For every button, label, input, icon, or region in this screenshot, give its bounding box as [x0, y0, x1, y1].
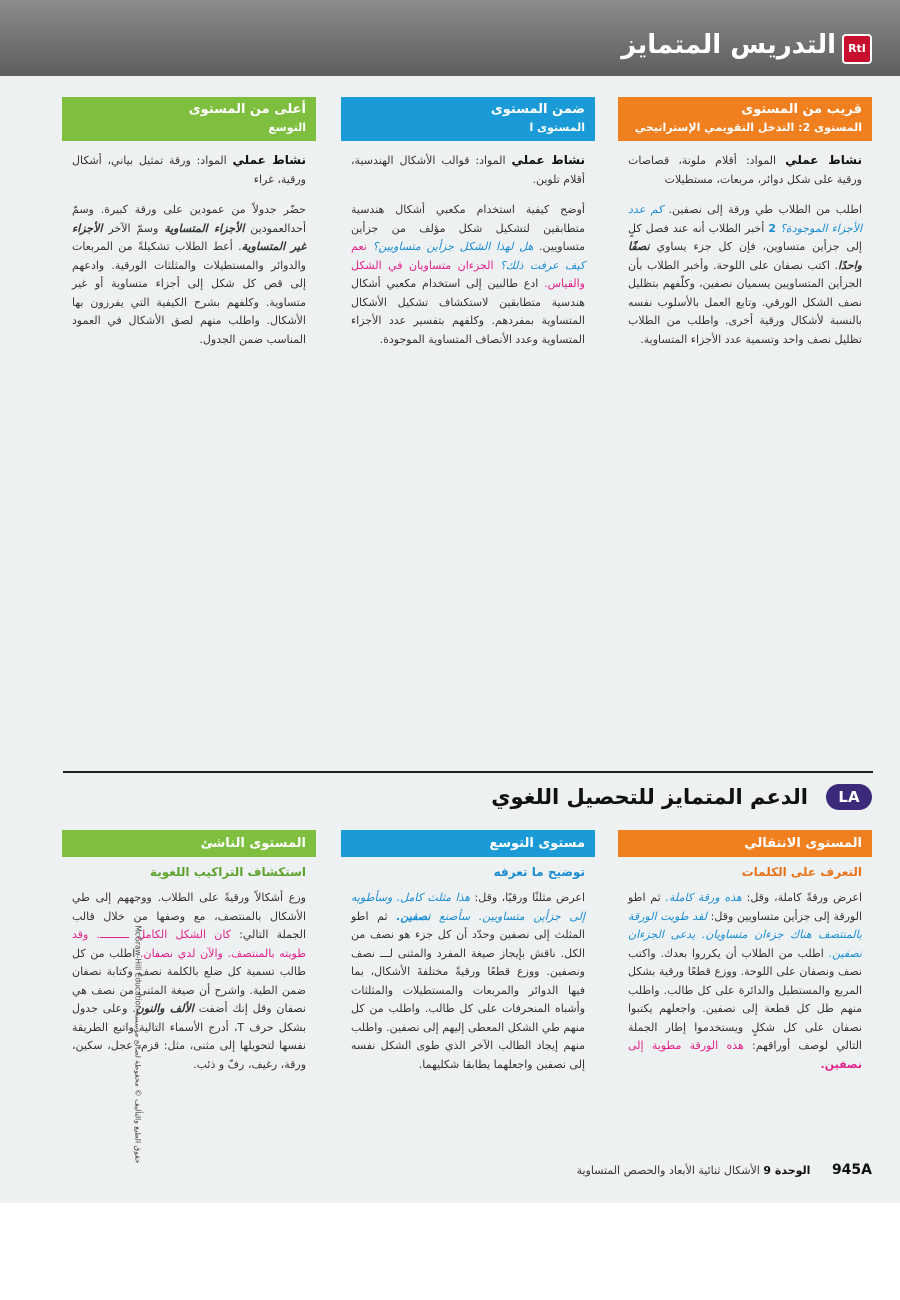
activity-label: نشاط عملي — [785, 153, 862, 167]
sentence-frame-term: نصفين. — [820, 1057, 862, 1071]
tier-approaching — [618, 97, 872, 361]
emphasis-term: الألف والنون — [135, 1002, 194, 1015]
materials-paragraph — [351, 151, 585, 189]
la-col-heading: المستوى الناشئ — [62, 830, 316, 857]
page-number: 945A — [831, 1162, 872, 1178]
tier-beyond-level-body — [62, 141, 316, 349]
section-divider — [63, 771, 873, 773]
activity-label: نشاط عملي — [232, 153, 306, 167]
text-run: اطلب من كل طالب تسمية كل ضلع بالكلمة نصف وكتابة نصفان ضمن الطية. واشرح أن صيغة المثنى من نصف هي نصفان وقل إنك أضفت — [72, 946, 306, 1015]
la-col-body — [618, 879, 872, 1074]
text-run: أخبر الطلاب أنه عند فصل كلٍ إلى جزأين متساوين، فإن كل جزء يساوي — [628, 221, 862, 253]
la-col-body — [62, 879, 316, 1074]
student-answer: نعم — [351, 240, 367, 253]
la-col-body — [341, 879, 595, 1074]
tier-on-level — [341, 97, 595, 361]
la-col-heading: المستوى الانتقالي — [618, 830, 872, 857]
blank-margin — [0, 1203, 900, 1300]
emphasis-term: نصفًا واحدًا — [628, 240, 862, 272]
materials-text: المواد: ورقة تمثيل بياني، أشكال ورقية، غراء — [72, 154, 306, 186]
instruction-paragraph — [628, 201, 862, 349]
answer-number: 2 — [768, 221, 777, 235]
text-run: . أعط الطلاب تشكيلةً من المربعات والدوائر والمستطيلات والمثلثات الورقية. وادعهم إلى قص كل شكل إلى أجزاء متساوية أو غير متساوية. وكلفهم بشرح الكيفية التي يفرزون بها الأشكال. واطلب منهم لصق الأشكال في العمود المناسب ضمن الجدول. — [72, 240, 306, 346]
text-run: . وعلى جدول بشكل حرف T، أدرج الأسماء التالية واتبع الطريقة نفسها لتحويلها إلى مثنى، مثل: قزم، عجل، سكين، ورقة، رغيف، رفّ و ذئب. — [72, 1002, 307, 1071]
sentence-frame: كان الشكل الكامل ـــــــــ. وقد طويته بالمنتصف. والآن لدي نصفان. — [72, 928, 306, 960]
instruction-paragraph — [351, 201, 585, 349]
text-run: اطلب من الطلاب طي ورقة إلى نصفين. — [668, 203, 863, 216]
la-col-subheading: توضيح ما تعرفه — [493, 865, 585, 879]
la-col-heading: مستوى التوسع — [341, 830, 595, 857]
unit-label: الوحدة 9 — [763, 1164, 811, 1177]
teacher-script-term: نصفين. — [396, 909, 431, 923]
la-paragraph — [351, 889, 585, 1074]
tier-subheading: التوسع — [268, 121, 306, 134]
teacher-question: كيف عرفت ذلك؟ — [500, 258, 585, 272]
tier-heading: قريب من المستوى — [741, 102, 862, 117]
sentence-frame: هذه الورقة مطوية إلى — [628, 1039, 744, 1052]
tier-subheading: المستوى 2: التدخل التقويمي الإستراتيجي — [634, 121, 862, 134]
la-transitional — [618, 830, 872, 1086]
text-run: اطلب من الطلاب أن يكرروا بعدك. واكتب نصف ونصفان على اللوحة. ووزع قطعًا ورقية بشكل المربع والمستطيل والدائرة على كل طالب. واطلب منهم طل كل قطعة إلى نصفين. واجعلهم يكتبوا نصفان على كل شكلٍ ويستخدموا إطار الجملة التالي لوصف أوراقهم: — [628, 946, 862, 1052]
student-answer: الجزءان متساويان في الشكل والقياس. — [351, 258, 585, 290]
tier-on-level-body — [341, 141, 595, 349]
teacher-script: هذه ورقة كاملة. — [665, 891, 742, 904]
tier-subheading: المستوى ا — [529, 121, 585, 134]
tier-beyond-level-header — [62, 97, 316, 141]
text-run: اعرض مثلثًا ورقيًا، وقل: — [474, 891, 586, 904]
la-expanding — [341, 830, 595, 1086]
teacher-script: لقد طويت الورقة بالمنتصف هناك جزءان متساويان. يدعى الجزءان نصفين. — [628, 909, 862, 960]
text-run: ادع طالبين إلى استخدام مكعبي أشكال هندسية متطابقين لاستكشاف تشكيل الأشكال المتساوية بمفردهم. وكلفهم بتفسير عدد الأجزاء المتساوية وعدد الأنصاف المتساوية الموجودة. — [351, 277, 585, 346]
activity-label: نشاط عملي — [511, 153, 585, 167]
materials-text: المواد: أقلام ملونة، قصاصات ورقية على شكل دوائر، مربعات، مستطيلات — [628, 154, 862, 186]
la-paragraph — [628, 889, 862, 1074]
tier-heading: ضمن المستوى — [490, 102, 585, 117]
emphasis-term: الأجزاء المتساوية — [164, 221, 245, 235]
tier-on-level-header — [341, 97, 595, 141]
la-paragraph — [72, 889, 306, 1074]
tier-beyond-level — [62, 97, 316, 361]
teacher-question: هل لهذا الشكل جزأين متساويين؟ — [372, 240, 534, 253]
la-badge: LA — [826, 784, 872, 810]
tier-heading: أعلى من المستوى — [188, 102, 306, 117]
text-run: أوضح كيفية استخدام مكعبي أشكال هندسية متطابقين لتشكيل شكل مؤلف من جزأين متساويين. — [351, 203, 585, 253]
materials-paragraph — [72, 151, 306, 189]
rti-badge: RtI — [842, 34, 872, 64]
teacher-question: كم عدد الأجزاء الموجودة؟ — [628, 203, 863, 235]
la-emerging — [62, 830, 316, 1086]
copyright-notice: حقوق الطبع والتأليف © محفوظة لصالح مؤسسة McGraw-Hill Education — [133, 925, 143, 1164]
text-run: وزع أشكالاً ورقيةً على الطلاب. ووجههم إلى طي الأشكال بالمنتصف، مع وصفها من خلال قالب الجملة التالي: — [72, 891, 306, 941]
unit-title: الأشكال ثنائية الأبعاد والحصص المتساوية — [576, 1164, 760, 1177]
text-run: اعرض ورقةً كاملة، وقل: — [746, 891, 863, 904]
text-run: وسمّ الآخر — [108, 221, 159, 235]
text-run: ثم اطو المثلث إلى نصفين وحدّد أن كل جزء هو نصف من الكل. ناقش بإيجاز صيغة المفرد والمثنى لـــ نصف ونصفين. ووزع قطعًا ورقيةً مختلفةَ الأشكال، بما فيها الدوائر والمربعات والمستطيلات والمثلثات وأشباه المنحرفات على كل طالب. واطلب من كل منهم طي الشكل المعطى إليهم إلى نصفين. واطلب منهم إيجاد الطالب الآخر الذي طوى الشكل نفسه إلى نصفين واجعلهما يطابقا شكليهما. — [351, 909, 585, 1071]
text-run: حضّر جدولاً من عمودين على ورقة كبيرة. وسمّ أحدالعمودين — [72, 203, 307, 235]
teacher-script: هذا مثلث كامل. وسأطويه إلى جزأين متساويين. سأصنع — [351, 891, 585, 923]
page-header — [0, 0, 900, 76]
emphasis-term: الأجزاء غير المتساوية — [72, 221, 306, 253]
text-run: . اكتب نصفان على اللوحة. وأخبر الطلاب بأن الجزأين المتساويين يسميان نصفين، وكلّفهم بتظليل نصف الشكل الورقي. وتابع العمل بالأسلوب نفسه بالنسبة لأشكال ورقية أخرى. واطلب من الطلاب تظليل نصف واحد وتسمية عدد الأجزاء المتساوية. — [628, 258, 862, 346]
page-title: التدريس المتمايز — [621, 30, 836, 60]
tier-approaching-header — [618, 97, 872, 141]
materials-paragraph — [628, 151, 862, 189]
la-col-subheading: التعرف على الكلمات — [741, 865, 862, 879]
tier-approaching-body — [618, 141, 872, 349]
la-col-subheading: استكشاف التراكيب اللغوية — [149, 865, 306, 879]
text-run: ثم اطو الورقة إلى جزأين متساويين وقل: — [628, 891, 862, 923]
page-footer — [577, 1162, 872, 1178]
la-section-title: الدعم المتمايز للتحصيل اللغوي — [491, 785, 808, 809]
materials-text: المواد: قوالب الأشكال الهندسية، أقلام تلوين. — [351, 154, 585, 186]
instruction-paragraph — [72, 201, 306, 349]
